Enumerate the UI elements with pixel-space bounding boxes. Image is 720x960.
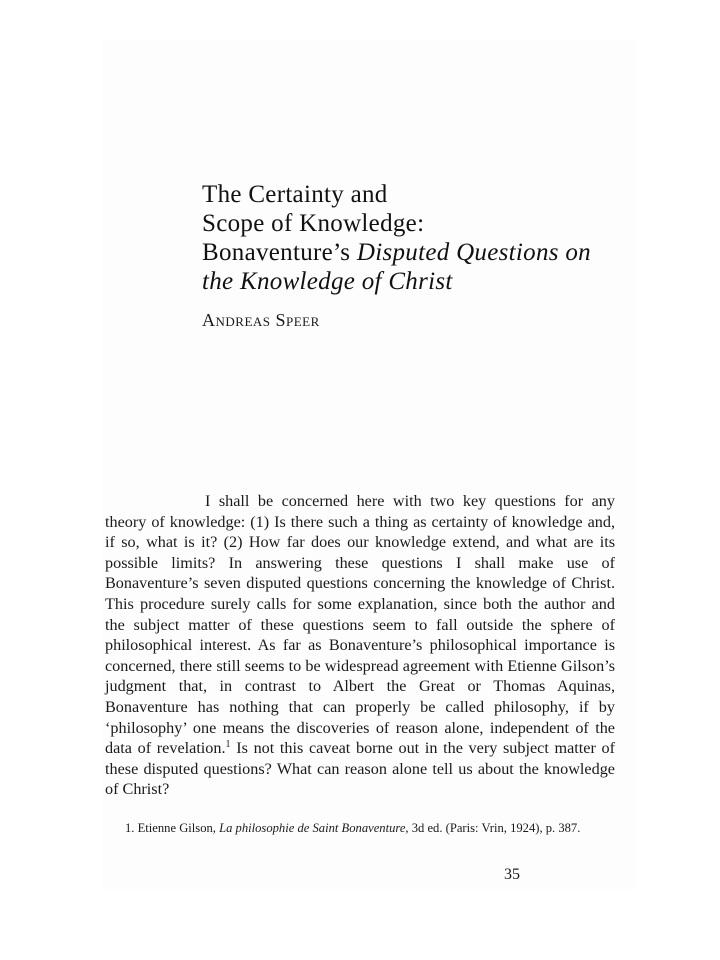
paragraph-1 — [105, 491, 615, 800]
body-paragraph — [105, 491, 615, 800]
paragraph-text-1: I shall be concerned here with two key questions for any theory of knowledge: (1) Is there such a thing as certainty of knowledge and, if so, what is it? (2) How far does our knowledge extend, and what are its possible limits? In answering these questions I shall make use of Bonaventure’s seven disputed questions concerning the knowledge of Christ. This procedure surely calls for some explanation, since both the author and the subject matter of these questions seem to fall outside the sphere of philosophical interest. As far as Bonaventure’s philosophical importance is concerned, there still seems to be widespread agreement with Etienne Gilson’s judgment that, in contrast to Albert the Great or Thomas Aquinas, Bonaventure has nothing that can properly be called philosophy, if by ‘philosophy’ one means the discoveries of reason alone, independent of the data of revelation. — [105, 492, 615, 758]
page-number: 35 — [504, 866, 520, 883]
paragraph-text-2: Is not this caveat borne out in the very subject matter of these disputed questions? What can reason alone tell us about the knowledge of Christ? — [105, 739, 615, 799]
footnote-suffix: , 3d ed. (Paris: Vrin, 1924), p. 387. — [405, 821, 581, 835]
footnote-reference[interactable]: 1 — [225, 739, 231, 751]
title-line-4 — [202, 267, 622, 296]
title-line-1: The Certainty and — [202, 181, 388, 208]
article-header — [202, 180, 622, 331]
title-line-3-roman: Bonaventure’s — [202, 239, 357, 266]
title-line-2: Scope of Knowledge: — [202, 210, 425, 237]
footnote-1 — [105, 820, 615, 838]
footnote-prefix: 1. Etienne Gilson, — [125, 821, 220, 835]
title-line-3-italic: Disputed Questions on — [356, 239, 591, 266]
title-line-4-italic: the Knowledge of Christ — [202, 268, 453, 295]
author-name: Andreas Speer — [202, 310, 320, 330]
footnote — [105, 820, 615, 838]
footnote-cited-title: La philosophie de Saint Bonaventure — [219, 821, 406, 835]
title-line-3 — [202, 238, 622, 267]
